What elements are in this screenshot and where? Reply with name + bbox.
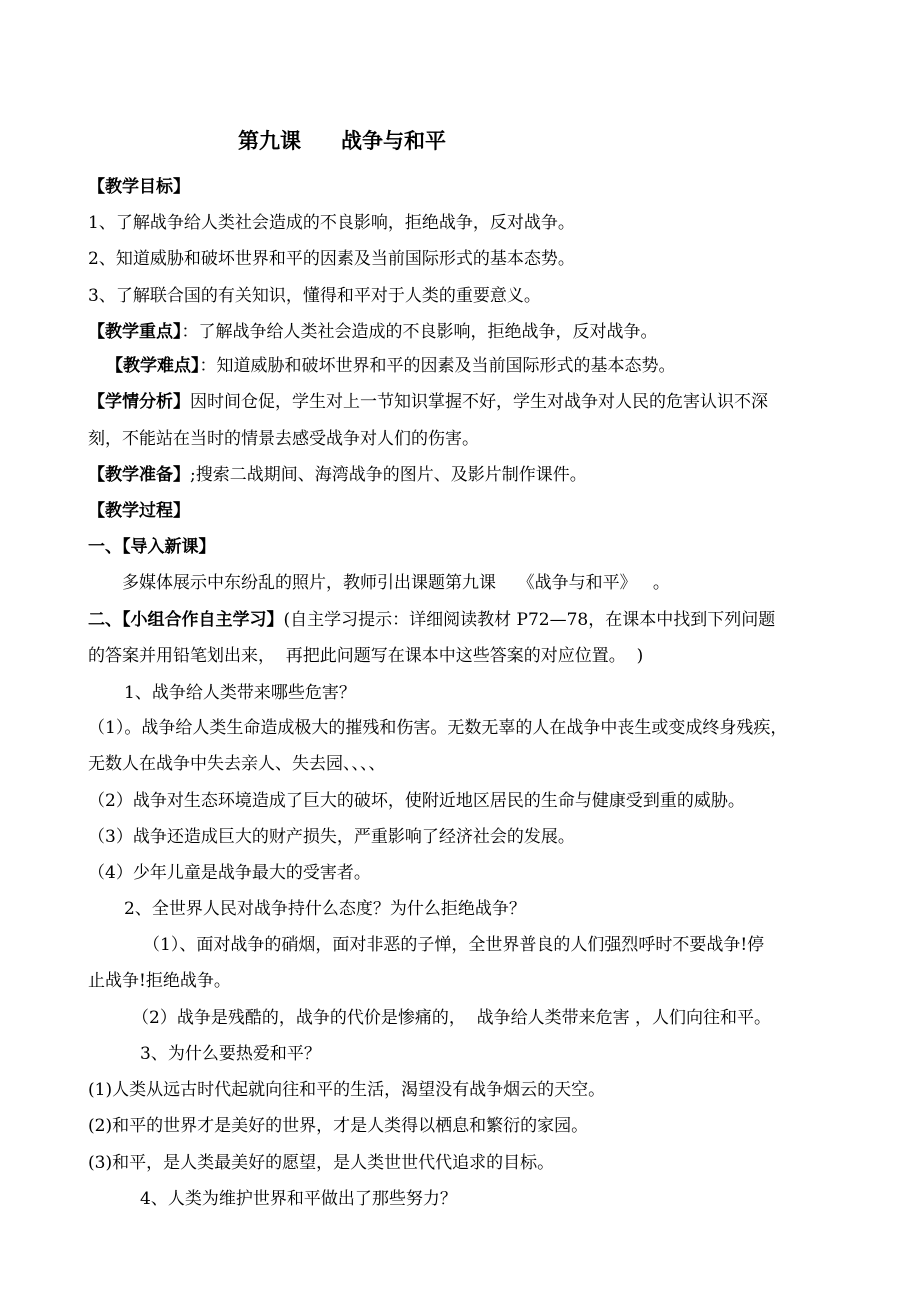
answer-text: (3)和平，是人类最美好的愿望，是人类世世代代追求的目标。: [88, 1153, 555, 1173]
analysis-label: 【学情分析】: [88, 392, 190, 412]
key-point-text: ：了解战争给人类社会造成的不良影响，拒绝战争，反对战争。: [181, 322, 658, 342]
answer-text: 止战争!拒绝战争。: [88, 971, 231, 991]
answer-text: （3）战争还造成巨大的财产损失，严重影响了经济社会的发展。: [88, 827, 575, 847]
page-title: [238, 130, 446, 152]
answer-text: (1)人类从远古时代起就向往和平的生活，渴望没有战争烟云的天空。: [88, 1080, 606, 1100]
preparation-text: ;搜索二战期间、海湾战争的图片、及影片制作课件。: [190, 465, 587, 485]
intro-heading: 一、【导入新课】: [88, 537, 216, 557]
objective-item: 3、了解联合国的有关知识，懂得和平对于人类的重要意义。: [88, 286, 541, 306]
answer-text: （2）战争对生态环境造成了巨大的破坏，使附近地区居民的生命与健康受到重的威胁。: [88, 791, 745, 811]
preparation: [88, 464, 587, 486]
difficulty-text: ：知道威胁和破坏世界和平的因素及当前国际形式的基本态势。: [199, 356, 676, 376]
question-4: 4、人类为维护世界和平做出了那些努力？: [140, 1189, 457, 1209]
answer-text: (2)和平的世界才是美好的世界，才是人类得以栖息和繁衍的家园。: [88, 1116, 589, 1136]
analysis: [88, 391, 768, 413]
group-study: [88, 609, 775, 631]
group-hint-continued: 的答案并用铅笔划出来， 再把此问题写在课本中这些答案的对应位置。 ): [88, 646, 644, 666]
lesson-number: 第九课: [238, 128, 301, 153]
difficulty-label: 【教学难点】: [106, 356, 200, 376]
analysis-text: 因时间仓促，学生对上一节知识掌握不好，学生对战争对人民的危害认识不深: [190, 392, 768, 412]
preparation-label: 【教学准备】: [88, 465, 190, 485]
answer-text: （4）少年儿童是战争最大的受害者。: [88, 863, 371, 883]
answer-text: （1）。战争给人类生命造成极大的摧残和伤害。无数无辜的人在战争中丧生或变成终身残疾，: [88, 718, 788, 738]
question-3: 3、为什么要热爱和平？: [140, 1044, 321, 1064]
analysis-continued: 刻，不能站在当时的情景去感受战争对人们的伤害。: [88, 429, 479, 449]
answer-text: （2）战争是残酷的，战争的代价是惨痛的， 战争给人类带来危害 ，人们向往和平。: [132, 1008, 772, 1028]
group-heading: 二、【小组合作自主学习】: [88, 610, 284, 630]
question-2: 2、全世界人民对战争持什么态度？为什么拒绝战争？: [124, 899, 526, 919]
key-point: [88, 321, 658, 343]
difficulty: [106, 355, 676, 377]
objective-item: 1、了解战争给人类社会造成的不良影响，拒绝战争，反对战争。: [88, 213, 575, 233]
objectives-heading: 【教学目标】: [88, 177, 190, 197]
answer-text: （1）、面对战争的硝烟，面对非恶的子惮，全世界普良的人们强烈呼时不要战争!停: [143, 935, 765, 955]
answer-text: 无数人在战争中失去亲人、失去园、、、、: [88, 754, 386, 774]
question-1: 1、战争给人类带来哪些危害？: [124, 683, 356, 703]
intro-text: 多媒体展示中东纷乱的照片，教师引出课题第九课 《战争与和平》 。: [122, 573, 670, 593]
group-hint: (自主学习提示：详细阅读教材 P72—78，在课本中找到下列问题: [283, 610, 776, 630]
key-point-label: 【教学重点】: [88, 322, 182, 342]
objective-item: 2、知道威胁和破坏世界和平的因素及当前国际形式的基本态势。: [88, 249, 575, 269]
process-heading: 【教学过程】: [88, 501, 190, 521]
lesson-topic: 战争与和平: [341, 128, 446, 153]
